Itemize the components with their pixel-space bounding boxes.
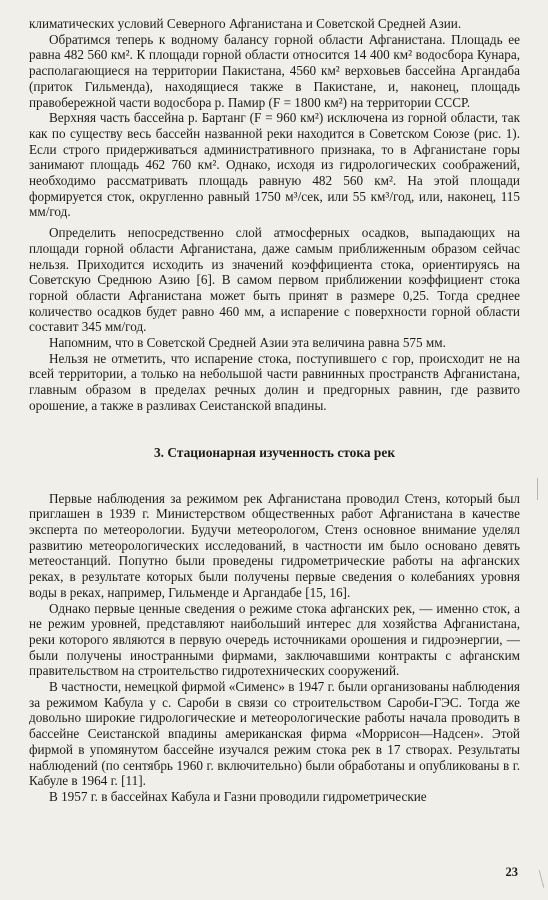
paragraph: Обратимся теперь к водному балансу горной области Афганистана. Площадь ее равна 482 560 км². К площади горной области относится 14 400 км² водосбора Кунара, располагающиеся на территории Пакистана, 4560 км² верховьев бассейна Аргандаба (приток Гильменда), находящиеся также в Пакистане, и, наконец, площадь правобережной части водосбора р. Памир (F = 1800 км²) на территории СССР. — [29, 31, 520, 110]
page-edge-mark — [539, 870, 545, 888]
page-edge-mark — [537, 478, 538, 500]
paragraph: Напомним, что в Советской Средней Азии эта величина равна 575 мм. — [49, 335, 446, 351]
paragraph: В 1957 г. в бассейнах Кабула и Газни проводили гидрометрические — [49, 788, 427, 804]
text-block-bottom — [29, 491, 520, 805]
paragraph: климатических условий Северного Афганистана и Советской Средней Азии. — [29, 16, 462, 31]
paragraph: В частности, немецкой фирмой «Сименс» в 1947 г. были организованы наблюдения за режимом Кабула у с. Сароби в связи со строительством Сароби-ГЭС. Тогда же довольно широкие гидрологические и метеорологические работы начала проводить в бассейне Сеистанской впадины американская фирма «Моррисон—Надсен». Этой фирмой в упомянутом бассейне изучался режим стока рек в 17 створах. Результаты наблюдений (по сентябрь 1960 г. включительно) были обработаны и опубликованы в г. Кабуле в 1964 г. [11]. — [29, 679, 520, 789]
text-block-top — [29, 16, 520, 414]
section-title: 3. Стационарная изученность стока рек — [153, 444, 396, 460]
paragraph: Однако первые ценные сведения о режиме стока афганских рек, — именно сток, а не режим уровней, представляют наибольший интерес для хозяйства Афганистана, реки которого являются в первую очередь источниками орошения и гидроэнергии, — были получены иностранными фирмами, заключавшими контракты с афганским правительством на строительство гидротехнических сооружений. — [29, 600, 520, 679]
paragraph: Определить непосредственно слой атмосферных осадков, выпадающих на площади горной области Афганистана, даже самым приближенным образом сейчас нельзя. Приходится исходить из значений коэффициента стока, ориентируясь на Советскую Среднюю Азию [6]. В самом первом приближении коэффициент стока горной области Афганистана может быть принят в размере 0,25. Тогда среднее количество осадков будет равно 460 мм, а испарение с поверхности горной области составит 345 мм/год. — [29, 225, 520, 335]
paragraph: Нельзя не отметить, что испарение стока, поступившего с гор, происходит не на всей территории, а только на небольшой части равнинных пространств Афганистана, главным образом в пределах речных долин и предгорных равнин, где развито орошение, а также в разливах Сеистанской впадины. — [29, 350, 520, 413]
paragraph: Первые наблюдения за режимом рек Афганистана проводил Стенз, который был приглашен в 1939 г. Министерством общественных работ Афганистана в качестве эксперта по метеорологии. Будучи метеорологом, Стенз основное внимание уделял развитию метеорологических исследований, в частности им было основано девять метеостанций. Попутно были проведены гидрометрические работы на афганских реках, в результате которых были получены первые сведения о колебаниях уровня воды в реках, например, Гильменде и Аргандабе [15, 16]. — [29, 490, 520, 600]
page-number: 23 — [505, 865, 518, 879]
paragraph: Верхняя часть бассейна р. Бартанг (F = 960 км²) исключена из горной области, так как по существу весь бассейн названной реки находится в Советском Союзе (рис. 1). Если строго придерживаться административного признака, то в Афганистане горы занимают площадь 462 760 км². Однако, исходя из гидрологических соображений, необходимо рассматривать площадь равную 482 560 км². На этой площади формируется сток, округленно равный 1750 м³/сек, или 55 км³/год, или, наконец, 115 мм/год. — [29, 110, 520, 220]
